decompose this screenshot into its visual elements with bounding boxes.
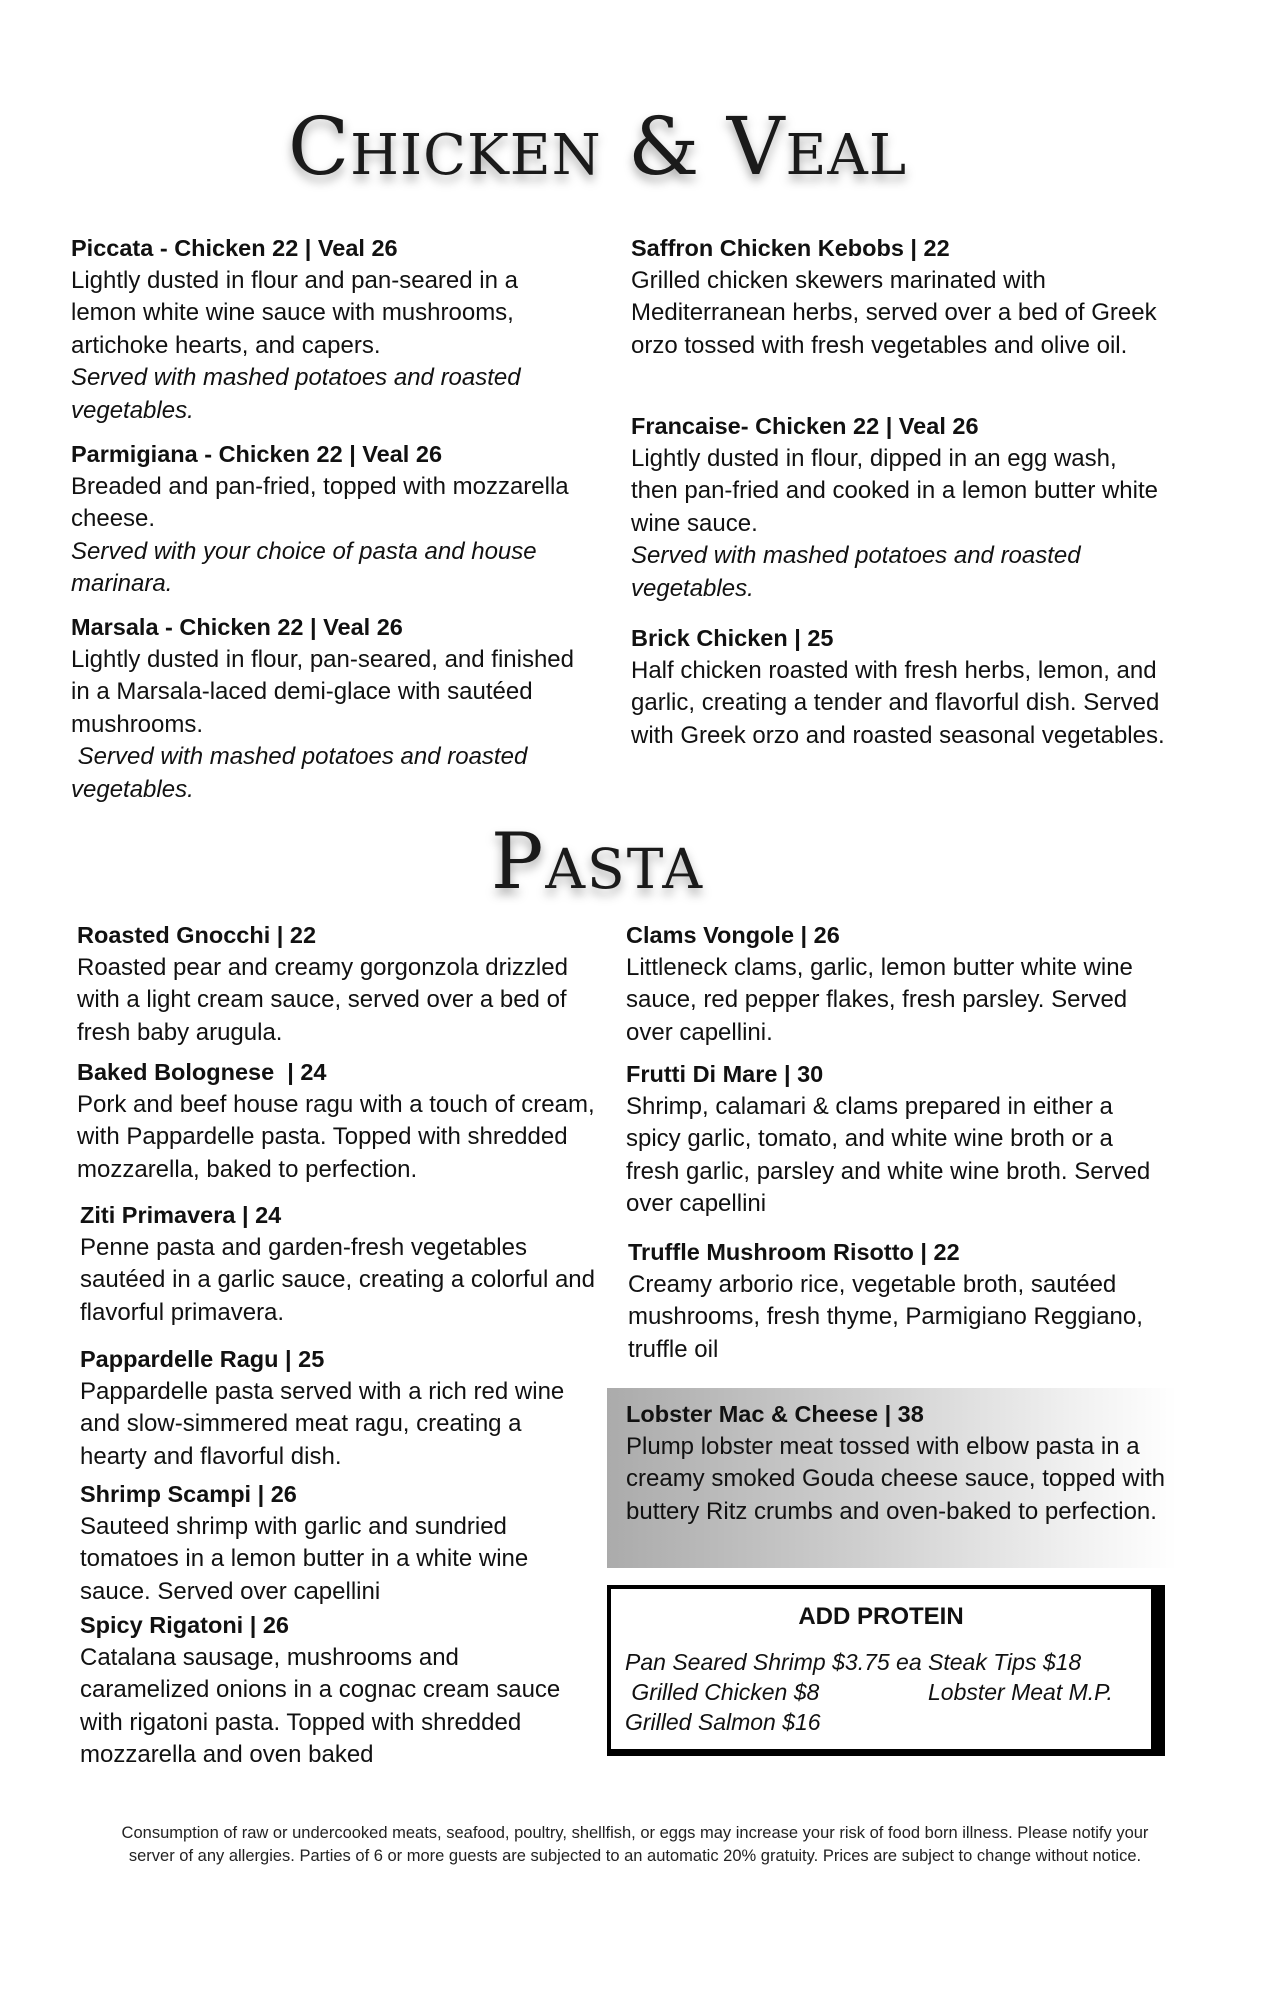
menu-item-piccata [71, 232, 581, 427]
protein-option-lobster-meat: Lobster Meat M.P. [928, 1679, 1113, 1705]
item-description: Lightly dusted in flour, pan-seared, and finished in a Marsala-laced demi-glace with sautéed mushrooms. [71, 645, 575, 738]
item-note: Served with mashed potatoes and roasted vegetables. [631, 542, 1081, 602]
item-name: Brick Chicken | 25 [631, 625, 834, 651]
add-protein-title: ADD PROTEIN [798, 1603, 964, 1630]
menu-item-francaise [631, 410, 1161, 605]
item-description: Littleneck clams, garlic, lemon butter white wine sauce, red pepper flakes, fresh parsley. Served over capellini. [626, 953, 1133, 1046]
item-name: Marsala - Chicken 22 | Veal 26 [71, 614, 403, 640]
item-description: Roasted pear and creamy gorgonzola drizzled with a light cream sauce, served over a bed of fresh baby arugula. [77, 953, 568, 1046]
item-description: Shrimp, calamari & clams prepared in either a spicy garlic, tomato, and white wine broth or a fresh garlic, parsley and white wine broth. Served over capellini [626, 1092, 1151, 1217]
menu-item-ziti-primavera [80, 1199, 600, 1329]
item-name: Roasted Gnocchi | 22 [77, 922, 317, 948]
item-description: Pork and beef house ragu with a touch of cream, with Pappardelle pasta. Topped with shredded mozzarella, baked to perfection. [77, 1090, 595, 1183]
item-note: Served with your choice of pasta and house marinara. [71, 537, 537, 597]
item-description: Breaded and pan-fried, topped with mozzarella cheese. [71, 472, 569, 532]
menu-item-baked-bolognese [77, 1056, 597, 1186]
item-name: Baked Bolognese | 24 [77, 1059, 327, 1085]
item-description: Creamy arborio rice, vegetable broth, sautéed mushrooms, fresh thyme, Parmigiano Reggiano, truffle oil [628, 1270, 1143, 1363]
protein-option-shrimp: Pan Seared Shrimp $3.75 ea [625, 1649, 922, 1675]
item-name: Clams Vongole | 26 [626, 922, 840, 948]
menu-item-pappardelle-ragu [80, 1343, 590, 1473]
protein-option-salmon: Grilled Salmon $16 [625, 1709, 821, 1735]
menu-item-frutti-di-mare [626, 1058, 1156, 1221]
item-note: Served with mashed potatoes and roasted vegetables. [71, 364, 521, 424]
item-description: Lightly dusted in flour and pan-seared in a lemon white wine sauce with mushrooms, artichoke hearts, and capers. [71, 266, 518, 359]
item-name: Parmigiana - Chicken 22 | Veal 26 [71, 441, 443, 467]
item-name: Shrimp Scampi | 26 [80, 1481, 297, 1507]
item-name: Piccata - Chicken 22 | Veal 26 [71, 235, 398, 261]
menu-item-roasted-gnocchi [77, 919, 577, 1049]
item-name: Ziti Primavera | 24 [80, 1202, 282, 1228]
menu-item-saffron-kebobs [631, 232, 1161, 362]
menu-item-truffle-risotto [628, 1236, 1173, 1366]
menu-item-spicy-rigatoni [80, 1609, 580, 1772]
item-note: Served with mashed potatoes and roasted vegetables. [71, 743, 534, 803]
item-description: Grilled chicken skewers marinated with Mediterranean herbs, served over a bed of Greek orzo tossed with fresh vegetables and olive oil. [631, 266, 1157, 359]
add-protein-box [607, 1585, 1165, 1756]
menu-item-brick-chicken [631, 622, 1176, 752]
menu-item-parmigiana [71, 438, 591, 601]
section-title-pasta: Pasta [490, 817, 705, 907]
item-description: Lightly dusted in flour, dipped in an egg wash, then pan-fried and cooked in a lemon butter white wine sauce. [631, 444, 1159, 537]
item-description: Pappardelle pasta served with a rich red wine and slow-simmered meat ragu, creating a hearty and flavorful dish. [80, 1377, 565, 1470]
section-title-chicken-veal: Chicken & Veal [287, 100, 908, 193]
item-description: Half chicken roasted with fresh herbs, lemon, and garlic, creating a tender and flavorful dish. Served with Greek orzo and roasted seasonal vegetables. [631, 656, 1165, 749]
footer-disclaimer: Consumption of raw or undercooked meats, seafood, poultry, shellfish, or eggs may increase your risk of food born illness. Please notify your server of any allergies. Parties of 6 or more guests are subjected to an automatic 20% gratuity. Prices are subject to change without notice. [121, 1824, 1149, 1865]
menu-item-marsala [71, 611, 591, 806]
item-name: Saffron Chicken Kebobs | 22 [631, 235, 950, 261]
item-name: Spicy Rigatoni | 26 [80, 1612, 289, 1638]
item-name: Pappardelle Ragu | 25 [80, 1346, 325, 1372]
protein-option-steak-tips: Steak Tips $18 [928, 1649, 1082, 1675]
item-description: Catalana sausage, mushrooms and caramelized onions in a cognac cream sauce with rigatoni pasta. Topped with shredded mozzarella and oven baked [80, 1643, 561, 1768]
item-description: Plump lobster meat tossed with elbow pasta in a creamy smoked Gouda cheese sauce, topped with buttery Ritz crumbs and oven-baked to perfection. [626, 1432, 1165, 1525]
item-name: Francaise- Chicken 22 | Veal 26 [631, 413, 979, 439]
item-description: Sauteed shrimp with garlic and sundried tomatoes in a lemon butter in a white wine sauce. Served over capellini [80, 1512, 529, 1605]
item-name: Truffle Mushroom Risotto | 22 [628, 1239, 960, 1265]
protein-option-chicken: Grilled Chicken $8 [625, 1679, 820, 1705]
menu-item-clams-vongole [626, 919, 1156, 1049]
menu-item-lobster-mac [626, 1398, 1176, 1528]
menu-item-shrimp-scampi [80, 1478, 590, 1608]
item-name: Frutti Di Mare | 30 [626, 1061, 824, 1087]
item-name: Lobster Mac & Cheese | 38 [626, 1401, 924, 1427]
item-description: Penne pasta and garden-fresh vegetables sautéed in a garlic sauce, creating a colorful and flavorful primavera. [80, 1233, 595, 1326]
